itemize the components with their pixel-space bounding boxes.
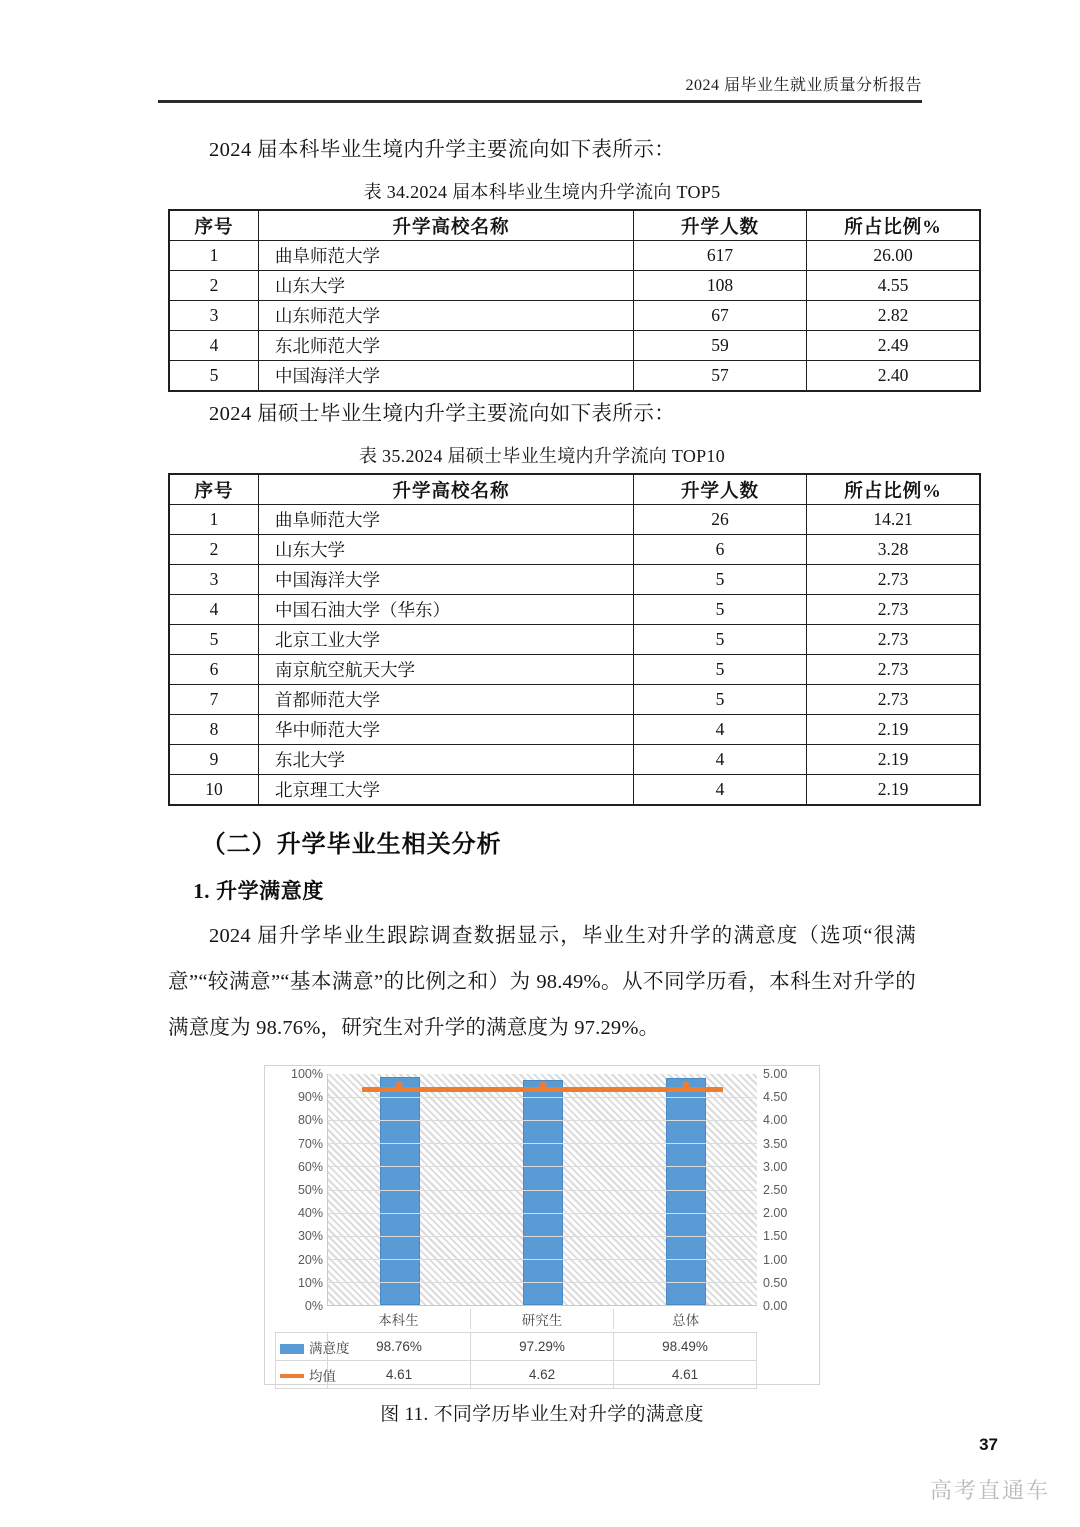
cell-name: 曲阜师范大学: [259, 241, 634, 271]
cell-index: 5: [169, 625, 259, 655]
cell-index: 5: [169, 361, 259, 392]
cell-pct: 2.40: [807, 361, 981, 392]
cell-count: 5: [634, 565, 807, 595]
chart-gridline: [328, 1143, 757, 1144]
table-row: [169, 361, 980, 392]
legend-mean-label: 均值: [309, 1368, 336, 1384]
cell-index: 1: [169, 241, 259, 271]
intro-master-text: 2024 届硕士毕业生境内升学主要流向如下表所示：: [209, 403, 676, 425]
cell-index: 4: [169, 331, 259, 361]
table-row: [169, 535, 980, 565]
left-axis-tick: 10%: [297, 1275, 323, 1290]
chart-gridline: [328, 1259, 757, 1260]
chart-plot-area: [327, 1074, 757, 1306]
cell-name: 山东大学: [259, 535, 634, 565]
line-swatch-icon: [280, 1374, 304, 1378]
legend-satisfaction: [276, 1333, 350, 1361]
chart-gridline: [328, 1097, 757, 1098]
cell-index: 8: [169, 715, 259, 745]
cell-count: 59: [634, 331, 807, 361]
right-axis-tick: 4.50: [763, 1090, 788, 1105]
left-axis-tick: 100%: [291, 1067, 323, 1081]
chart-gridline: [328, 1213, 757, 1214]
table34-caption: 表 34.2024 届本科毕业生境内升学流向 TOP5: [363, 182, 721, 202]
chart-data-row-mean: [276, 1361, 809, 1389]
table34-header-row: [169, 210, 980, 241]
section-heading: （二）升学毕业生相关分析: [201, 832, 502, 858]
cell-mean-bachelor: 4.61: [328, 1361, 471, 1389]
cell-name: 首都师范大学: [259, 685, 634, 715]
bar-swatch-icon: [280, 1344, 304, 1354]
chart-gridline: [328, 1236, 757, 1237]
cell-index: 4: [169, 595, 259, 625]
table-row: [169, 271, 980, 301]
cell-count: 5: [634, 595, 807, 625]
cell-satisfaction-bachelor: 98.76%: [328, 1333, 471, 1361]
chart-gridline: [328, 1120, 757, 1121]
chart-bar: [666, 1078, 706, 1306]
chart-data-row-pad: [757, 1333, 809, 1361]
cell-pct: 2.19: [807, 775, 981, 806]
cell-pct: 2.49: [807, 331, 981, 361]
cell-count: 5: [634, 685, 807, 715]
cell-index: 1: [169, 505, 259, 535]
cell-count: 5: [634, 655, 807, 685]
cell-name: 曲阜师范大学: [259, 505, 634, 535]
right-axis: [757, 1067, 809, 1313]
table35-col-index: 序号: [169, 474, 259, 505]
chart-gridline: [328, 1190, 757, 1191]
table35-caption: 表 35.2024 届硕士毕业生境内升学流向 TOP10: [358, 446, 726, 466]
cell-pct: 26.00: [807, 241, 981, 271]
cell-name: 东北大学: [259, 745, 634, 775]
table-row: [169, 595, 980, 625]
left-axis-tick: 90%: [297, 1090, 323, 1105]
left-axis-tick: 20%: [297, 1252, 323, 1267]
chart-bar: [380, 1077, 420, 1305]
right-axis-tick: 0.50: [763, 1275, 788, 1290]
chart-data-row-satisfaction: [276, 1333, 809, 1361]
cell-name: 北京理工大学: [259, 775, 634, 806]
right-axis-tick: 2.50: [763, 1183, 788, 1197]
satisfaction-paragraph: 2024 届升学毕业生跟踪调查数据显示，毕业生对升学的满意度（选项“很满意”“较满意”“基本满意”的比例之和）为 98.49%。从不同学历看，本科生对升学的满意度为 98.76%，研究生对升学的满意度为 97.29%。: [168, 925, 916, 1039]
table35-col-pct: 所占比例%: [807, 474, 981, 505]
chart-category-row: [275, 1306, 809, 1332]
right-axis-tick: 1.00: [763, 1252, 788, 1267]
cell-index: 3: [169, 301, 259, 331]
cell-name: 南京航空航天大学: [259, 655, 634, 685]
right-axis-tick: 0.00: [763, 1299, 788, 1313]
table-row: [169, 565, 980, 595]
table-row: [169, 745, 980, 775]
cell-count: 5: [634, 625, 807, 655]
cell-satisfaction-total: 98.49%: [614, 1333, 757, 1361]
page-number: 37: [979, 1435, 998, 1454]
table34: [168, 209, 981, 392]
chart-gridline: [328, 1282, 757, 1283]
cell-pct: 3.28: [807, 535, 981, 565]
right-axis-tick: 2.00: [763, 1206, 788, 1221]
cell-pct: 2.73: [807, 625, 981, 655]
right-axis-tick: 3.00: [763, 1159, 788, 1174]
figure-caption: 图 11. 不同学历毕业生对升学的满意度: [380, 1404, 704, 1425]
cell-pct: 2.73: [807, 565, 981, 595]
cell-count: 108: [634, 271, 807, 301]
category-label: 本科生: [327, 1309, 471, 1329]
left-axis-tick: 40%: [297, 1206, 323, 1221]
left-axis: [275, 1067, 327, 1313]
cell-count: 4: [634, 745, 807, 775]
cell-mean-master: 4.62: [471, 1361, 614, 1389]
cell-name: 中国海洋大学: [259, 565, 634, 595]
legend-satisfaction-label: 满意度: [309, 1340, 350, 1356]
left-axis-tick: 0%: [304, 1299, 323, 1313]
table-row: [169, 505, 980, 535]
cell-satisfaction-master: 97.29%: [471, 1333, 614, 1361]
cell-pct: 2.73: [807, 685, 981, 715]
cell-name: 北京工业大学: [259, 625, 634, 655]
cell-name: 山东师范大学: [259, 301, 634, 331]
category-labels: [327, 1309, 757, 1329]
legend-mean: [276, 1361, 336, 1389]
intro-bachelor-text: 2024 届本科毕业生境内升学主要流向如下表所示：: [209, 139, 676, 161]
table35: [168, 473, 981, 806]
page-content: [168, 128, 942, 1426]
category-label: 研究生: [471, 1309, 615, 1329]
table34-col-index: 序号: [169, 210, 259, 241]
cell-pct: 2.73: [807, 655, 981, 685]
cell-pct: 14.21: [807, 505, 981, 535]
table-row: [169, 301, 980, 331]
page-header: [158, 72, 922, 103]
table35-col-name: 升学高校名称: [259, 474, 634, 505]
cell-name: 山东大学: [259, 271, 634, 301]
cell-count: 67: [634, 301, 807, 331]
cell-index: 6: [169, 655, 259, 685]
table34-col-name: 升学高校名称: [259, 210, 634, 241]
cell-count: 6: [634, 535, 807, 565]
chart-gridline: [328, 1166, 757, 1167]
table35-header-row: [169, 474, 980, 505]
chart-plot-body: [275, 1067, 809, 1313]
cell-count: 26: [634, 505, 807, 535]
left-axis-tick: 70%: [297, 1136, 323, 1151]
cell-index: 2: [169, 271, 259, 301]
table35-col-count: 升学人数: [634, 474, 807, 505]
table34-col-pct: 所占比例%: [807, 210, 981, 241]
chart-data-table: [275, 1332, 809, 1389]
cell-index: 3: [169, 565, 259, 595]
cell-pct: 4.55: [807, 271, 981, 301]
cell-pct: 2.82: [807, 301, 981, 331]
table-row: [169, 655, 980, 685]
chart-mean-point: [396, 1082, 403, 1089]
table-row: [169, 625, 980, 655]
table-row: [169, 715, 980, 745]
table-row: [169, 331, 980, 361]
table-row: [169, 241, 980, 271]
table-row: [169, 775, 980, 806]
cell-name: 东北师范大学: [259, 331, 634, 361]
table34-col-count: 升学人数: [634, 210, 807, 241]
header-rule: [158, 100, 922, 103]
cell-pct: 2.19: [807, 715, 981, 745]
satisfaction-chart: [264, 1065, 820, 1385]
chart-mean-point: [682, 1082, 689, 1089]
subsection-heading: 1. 升学满意度: [193, 879, 324, 903]
cell-count: 4: [634, 775, 807, 806]
watermark: 高考直通车: [929, 1478, 1050, 1503]
right-axis-tick: 5.00: [763, 1067, 788, 1081]
cell-name: 中国石油大学（华东）: [259, 595, 634, 625]
cell-pct: 2.19: [807, 745, 981, 775]
cell-index: 7: [169, 685, 259, 715]
category-label: 总体: [672, 1313, 700, 1328]
chart-gridline: [328, 1305, 757, 1306]
left-axis-tick: 50%: [297, 1183, 323, 1197]
chart-mean-point: [539, 1081, 546, 1088]
cell-count: 57: [634, 361, 807, 392]
right-axis-tick: 3.50: [763, 1136, 788, 1151]
cell-count: 4: [634, 715, 807, 745]
left-axis-tick: 60%: [297, 1159, 323, 1174]
left-axis-tick: 30%: [297, 1229, 323, 1244]
cell-index: 2: [169, 535, 259, 565]
cell-pct: 2.73: [807, 595, 981, 625]
cell-name: 中国海洋大学: [259, 361, 634, 392]
chart-bar: [523, 1080, 563, 1305]
right-axis-tick: 4.00: [763, 1113, 788, 1128]
header-title: 2024 届毕业生就业质量分析报告: [685, 77, 922, 94]
chart-data-row-pad: [757, 1361, 809, 1389]
cell-index: 10: [169, 775, 259, 806]
cell-name: 华中师范大学: [259, 715, 634, 745]
cell-mean-total: 4.61: [614, 1361, 757, 1389]
table-row: [169, 685, 980, 715]
left-axis-tick: 80%: [297, 1113, 323, 1128]
cell-count: 617: [634, 241, 807, 271]
right-axis-tick: 1.50: [763, 1229, 788, 1244]
cell-index: 9: [169, 745, 259, 775]
